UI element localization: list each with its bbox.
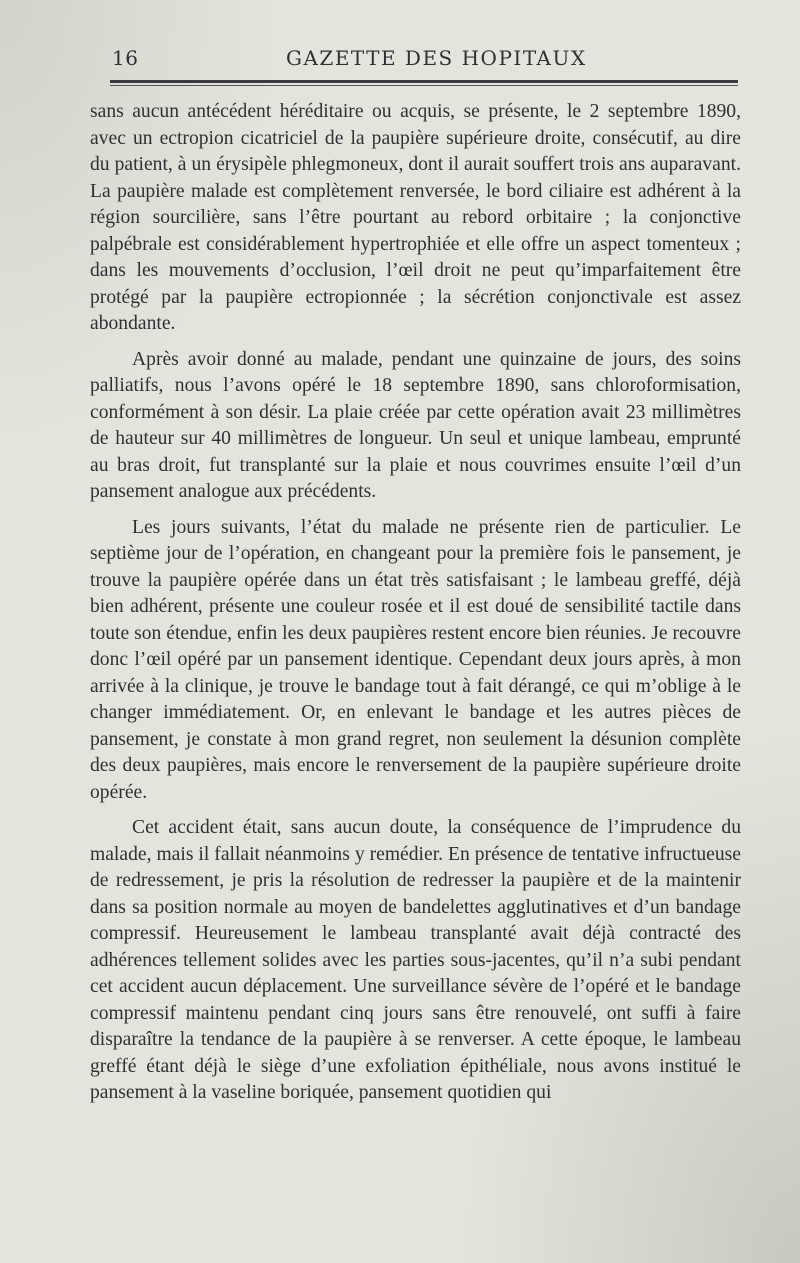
article-body — [90, 99, 741, 1107]
paragraph-1: sans aucun antécédent héréditaire ou acquis, se présente, le 2 septembre 1890, avec un ectropion cicatriciel de la paupière supérieure droite, consécutif, au dire du patient, à un érysipèle phlegmoneux, dont il aurait souffert trois ans auparavant. La paupière malade est complètement renversée, le bord ciliaire est adhérent à la région sourcilière, sans l’être pourtant au rebord orbitaire ; la conjonctive palpébrale est considérablement hypertrophiée et elle offre un aspect tomenteux ; dans les mouvements d’occlusion, l’œil droit ne peut qu’imparfaitement être protégé par la paupière ectropionnée ; la sécrétion conjonctivale est assez abondante. — [90, 101, 741, 334]
page-header — [110, 44, 738, 84]
header-rule-thin — [110, 85, 738, 86]
header-rule-thick — [110, 80, 738, 83]
page-number: 16 — [112, 46, 139, 70]
paragraph-4: Cet accident était, sans aucun doute, la conséquence de l’imprudence du malade, mais il fallait néanmoins y remédier. En présence de tentative infructueuse de redressement, je pris la résolution de redresser la paupière et de la maintenir dans sa position normale au moyen de bandelettes agglutinatives et d’un bandage compressif. Heureusement le lambeau transplanté avait déjà contracté des adhérences tellement solides avec les parties sous-jacentes, qu’il n’a subi pendant cet accident aucun déplacement. Une surveillance sévère de l’opéré et le bandage compressif maintenu pendant cinq jours sans être renouvelé, ont suffi à faire disparaître la tendance de la paupière à se renverser. A cette époque, le lambeau greffé étant déjà le siège d’une exfoliation épithéliale, nous avons institué le pansement à la vaseline boriquée, pansement quotidien qui — [90, 817, 741, 1103]
paragraph-3: Les jours suivants, l’état du malade ne présente rien de particulier. Le septième jour de l’opération, en changeant pour la première fois le pansement, je trouve la paupière opérée dans un état très satisfaisant ; le lambeau greffé, déjà bien adhérent, présente une couleur rosée et il est doué de sensibilité tactile dans toute son étendue, enfin les deux paupières restent encore bien réunies. Je recouvre donc l’œil opéré par un pansement identique. Cependant deux jours après, à mon arrivée à la clinique, je trouve le bandage tout à fait dérangé, ce qui m’oblige à le changer immédiatement. Or, en enlevant le bandage et les autres pièces de pansement, je constate à mon grand regret, non seulement la désunion complète des deux paupières, mais encore le renversement de la paupière supérieure droite opérée. — [90, 516, 741, 803]
paragraph-2: Après avoir donné au malade, pendant une quinzaine de jours, des soins palliatifs, nous l’avons opéré le 18 septembre 1890, sans chloroformisation, conformément à son désir. La plaie créée par cette opération avait 23 millimètres de hauteur sur 40 millimètres de longueur. Un seul et unique lambeau, emprunté au bras droit, fut transplanté sur la plaie et nous couvrimes ensuite l’œil d’un pansement analogue aux précédents. — [90, 348, 741, 502]
journal-title: GAZETTE DES HOPITAUX — [286, 46, 587, 70]
